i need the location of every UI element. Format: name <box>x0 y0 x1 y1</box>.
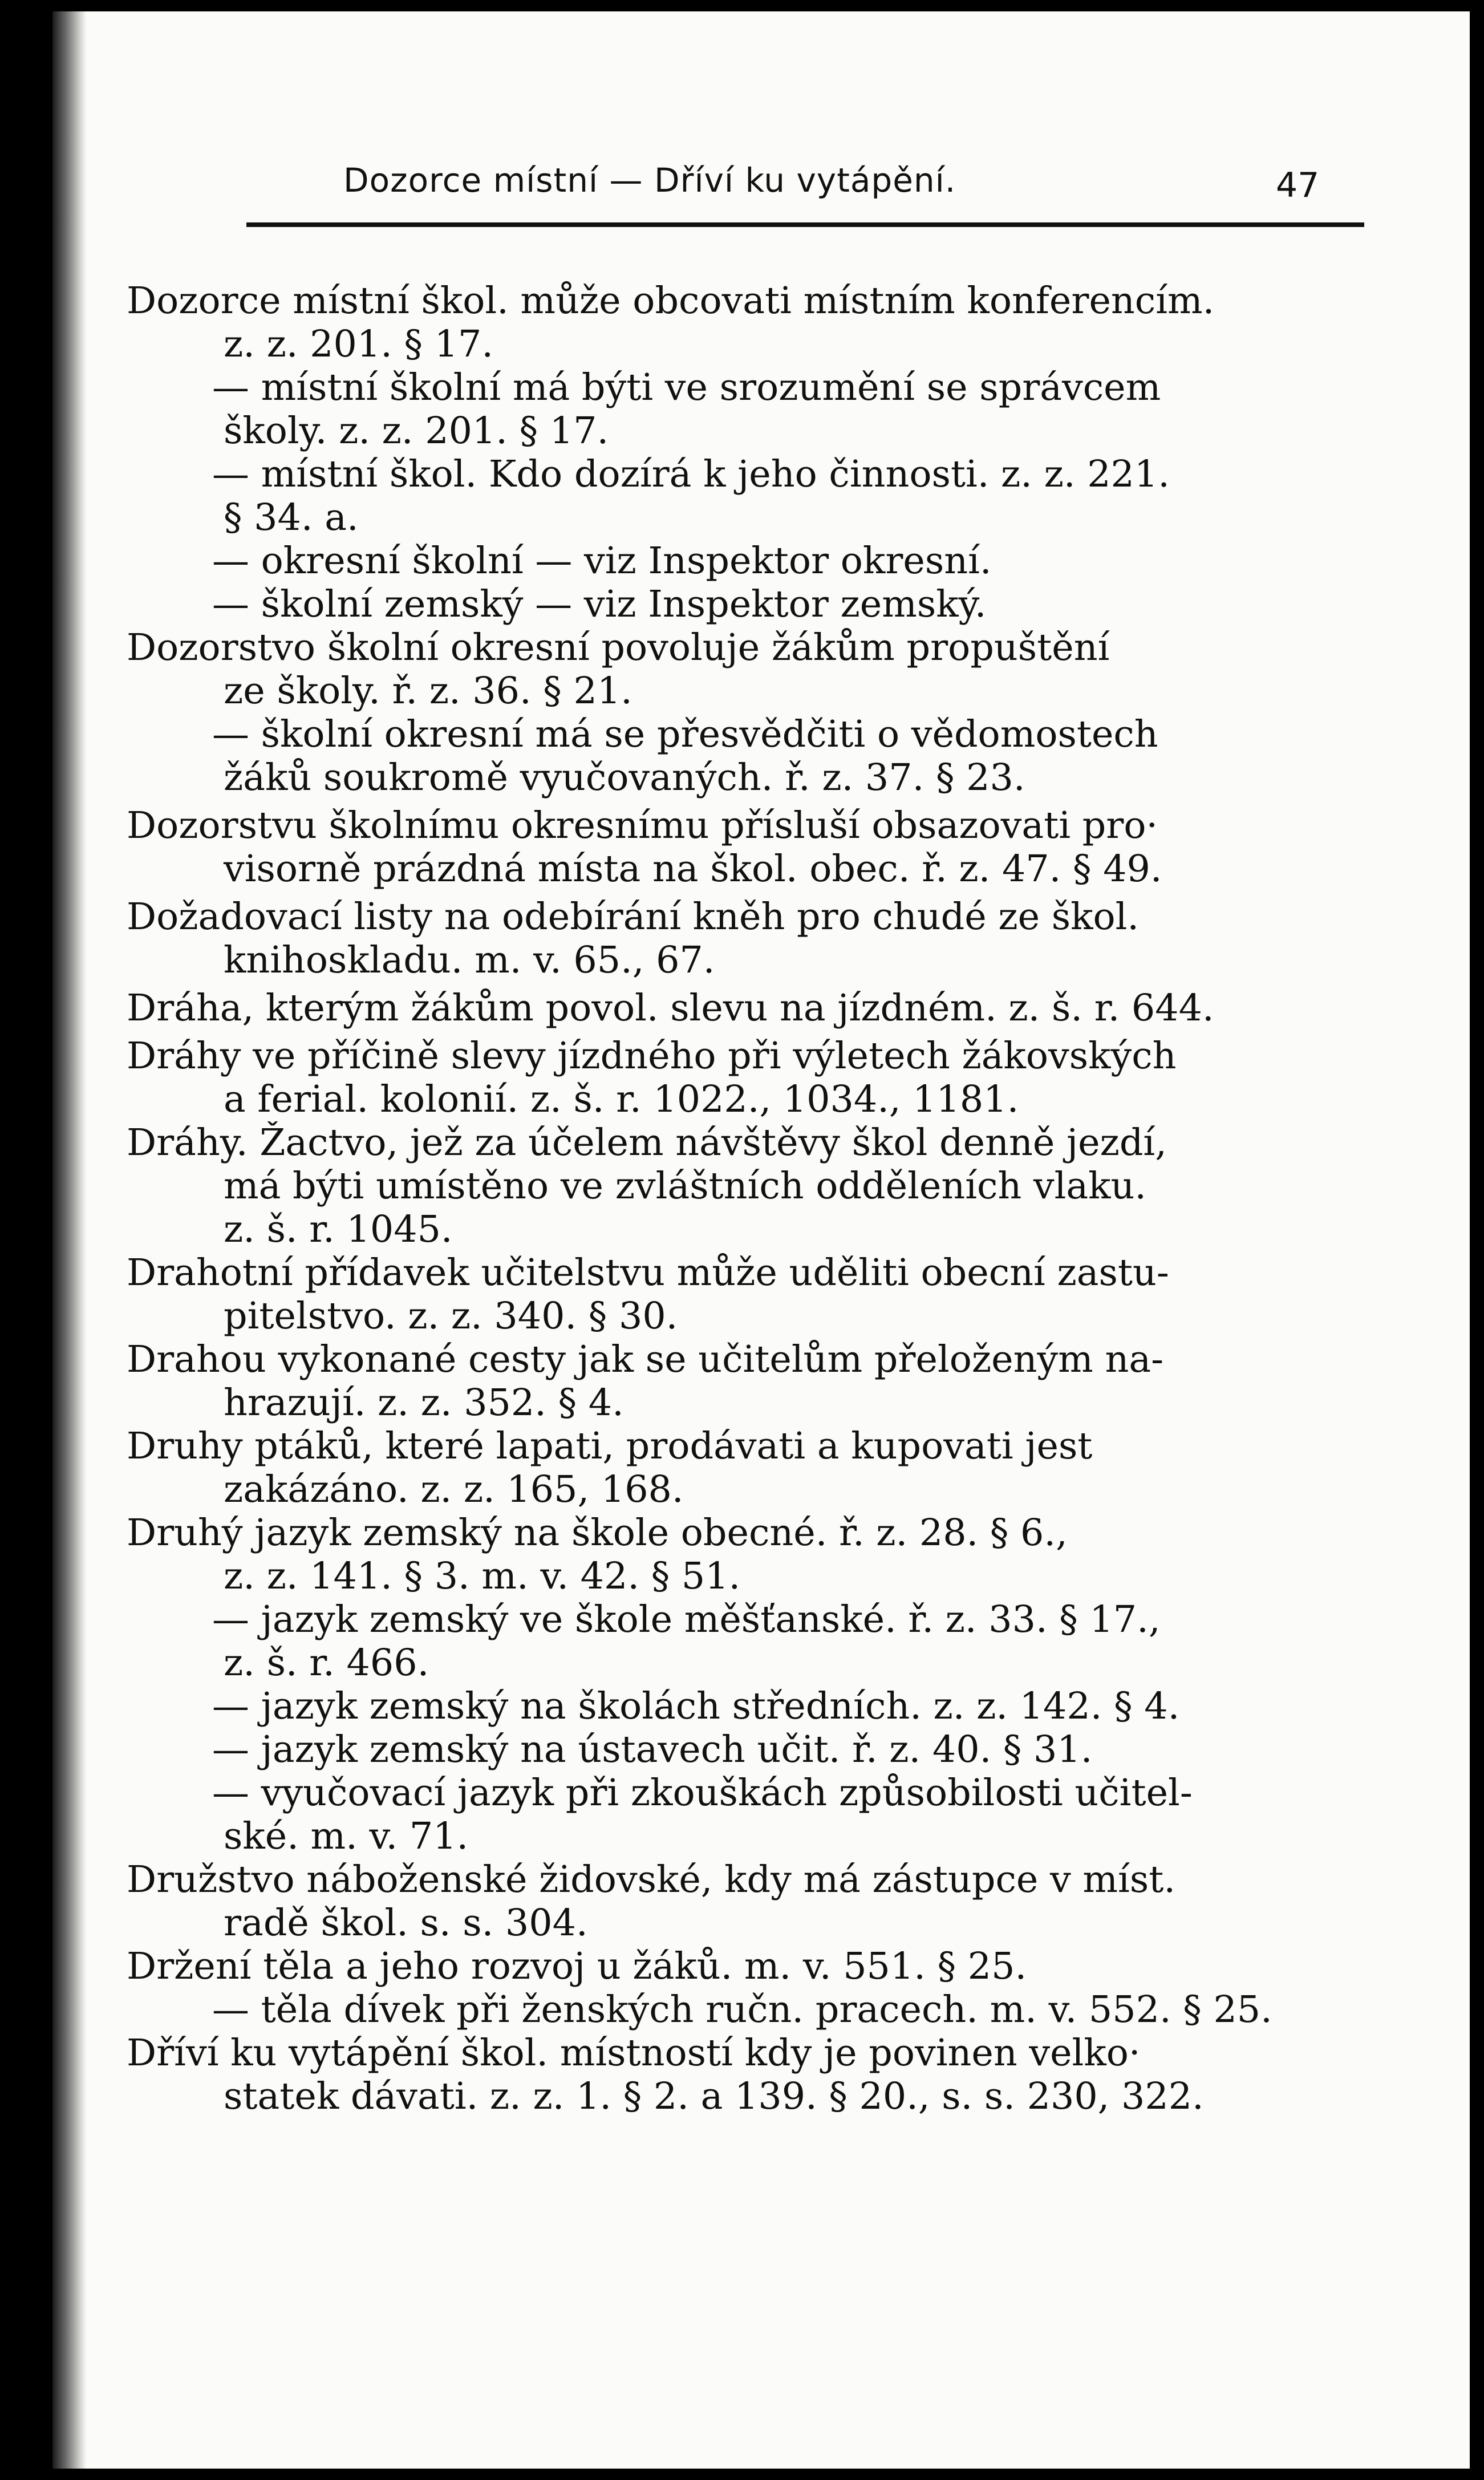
index-entry <box>127 453 1387 540</box>
entry-line: — jazyk zemský na ústavech učit. ř. z. 40. § 31. <box>212 1728 1093 1771</box>
index-entries <box>127 279 1387 2118</box>
index-entry <box>127 583 1387 626</box>
entry-line: a ferial. kolonií. z. š. r. 1022., 1034., 1181. <box>224 1078 1019 1121</box>
entry-line: Dozorstvo školní okresní povoluje žákům propuštění <box>127 626 1110 669</box>
entry-line: Dráhy ve příčině slevy jízdného při výletech žákovských <box>127 1035 1177 1077</box>
index-entry <box>127 540 1387 583</box>
entry-line: školy. z. z. 201. § 17. <box>224 410 609 452</box>
index-entry <box>127 1121 1387 1251</box>
index-entry <box>127 1251 1387 1338</box>
entry-line: § 34. a. <box>224 496 359 539</box>
entry-line: Držení těla a jeho rozvoj u žáků. m. v. 551. § 25. <box>127 1945 1027 1988</box>
entry-line: zakázáno. z. z. 165, 168. <box>224 1468 684 1511</box>
index-entry <box>127 1685 1387 1728</box>
index-entry <box>127 987 1387 1030</box>
entry-line: má býti umístěno ve zvláštních odděleních vlaku. <box>224 1165 1147 1207</box>
entry-line: Družstvo náboženské židovské, kdy má zástupce v míst. <box>127 1858 1175 1901</box>
index-entry <box>127 279 1387 366</box>
entry-line: — místní školní má býti ve srozumění se správcem <box>212 366 1161 409</box>
index-entry <box>127 895 1387 982</box>
book-page <box>52 11 1470 2469</box>
entry-line: — okresní školní — viz Inspektor okresní. <box>212 540 992 582</box>
entry-line: — vyučovací jazyk při zkouškách způsobilosti učitel- <box>212 1772 1193 1814</box>
entry-line: Dříví ku vytápění škol. místností kdy je povinen velko· <box>127 2032 1141 2074</box>
entry-line: ze školy. ř. z. 36. § 21. <box>224 670 632 712</box>
entry-line: z. z. 201. § 17. <box>224 323 494 366</box>
entry-line: — školní zemský — viz Inspektor zemský. <box>212 583 987 626</box>
entry-line: Dozorstvu školnímu okresnímu přísluší obsazovati pro· <box>127 804 1158 847</box>
entry-line: Druhý jazyk zemský na škole obecné. ř. z. 28. § 6., <box>127 1511 1068 1554</box>
entry-line: knihoskladu. m. v. 65., 67. <box>224 939 715 982</box>
entry-line: hrazují. z. z. 352. § 4. <box>224 1381 624 1424</box>
entry-line: žáků soukromě vyučovaných. ř. z. 37. § 23. <box>224 756 1025 799</box>
index-entry <box>127 1425 1387 1511</box>
entry-line: visorně prázdná místa na škol. obec. ř. z. 47. § 49. <box>224 848 1162 890</box>
entry-line: statek dávati. z. z. 1. § 2. a 139. § 20., s. s. 230, 322. <box>224 2075 1204 2118</box>
entry-line: — jazyk zemský ve škole měšťanské. ř. z. 33. § 17., <box>212 1598 1161 1641</box>
entry-line: — školní okresní má se přesvědčiti o vědomostech <box>212 713 1158 756</box>
index-entry <box>127 2032 1387 2118</box>
entry-line: Dožadovací listy na odebírání kněh pro chudé ze škol. <box>127 895 1140 938</box>
index-entry <box>127 1772 1387 1858</box>
index-entry <box>127 1945 1387 1988</box>
index-entry <box>127 1728 1387 1772</box>
entry-line: — těla dívek při ženských ručn. pracech. m. v. 552. § 25. <box>212 1988 1272 2031</box>
entry-line: Drahotní přídavek učitelstvu může uděliti obecní zastu- <box>127 1251 1169 1294</box>
entry-line: radě škol. s. s. 304. <box>224 1902 588 1944</box>
page-number: 47 <box>1276 165 1320 205</box>
entry-line: Drahou vykonané cesty jak se učitelům přeloženým na- <box>127 1338 1164 1381</box>
index-entry <box>127 1858 1387 1945</box>
index-entry <box>127 1988 1387 2032</box>
entry-line: Dráha, kterým žákům povol. slevu na jízdném. z. š. r. 644. <box>127 987 1214 1030</box>
entry-line: z. z. 141. § 3. m. v. 42. § 51. <box>224 1555 741 1598</box>
index-entry <box>127 1035 1387 1121</box>
entry-line: Dráhy. Žactvo, jež za účelem návštěvy škol denně jezdí, <box>127 1121 1167 1164</box>
index-entry <box>127 626 1387 713</box>
header-rule <box>246 222 1364 227</box>
entry-line: Druhy ptáků, které lapati, prodávati a kupovati jest <box>127 1425 1093 1468</box>
entry-line: pitelstvo. z. z. 340. § 30. <box>224 1295 678 1338</box>
index-entry <box>127 366 1387 453</box>
entry-line: Dozorce místní škol. může obcovati místním konferencím. <box>127 279 1215 322</box>
entry-line: z. š. r. 1045. <box>224 1208 453 1251</box>
index-entry <box>127 1511 1387 1598</box>
entry-line: ské. m. v. 71. <box>224 1815 469 1858</box>
page-spine-shadow <box>52 11 87 2469</box>
running-header: Dozorce místní — Dříví ku vytápění. <box>343 161 956 200</box>
entry-line: — místní škol. Kdo dozírá k jeho činnosti. z. z. 221. <box>212 453 1170 496</box>
index-entry <box>127 1598 1387 1685</box>
index-entry <box>127 713 1387 800</box>
index-entry <box>127 1338 1387 1425</box>
index-entry <box>127 804 1387 891</box>
entry-line: z. š. r. 466. <box>224 1642 429 1684</box>
entry-line: — jazyk zemský na školách středních. z. z. 142. § 4. <box>212 1685 1180 1728</box>
